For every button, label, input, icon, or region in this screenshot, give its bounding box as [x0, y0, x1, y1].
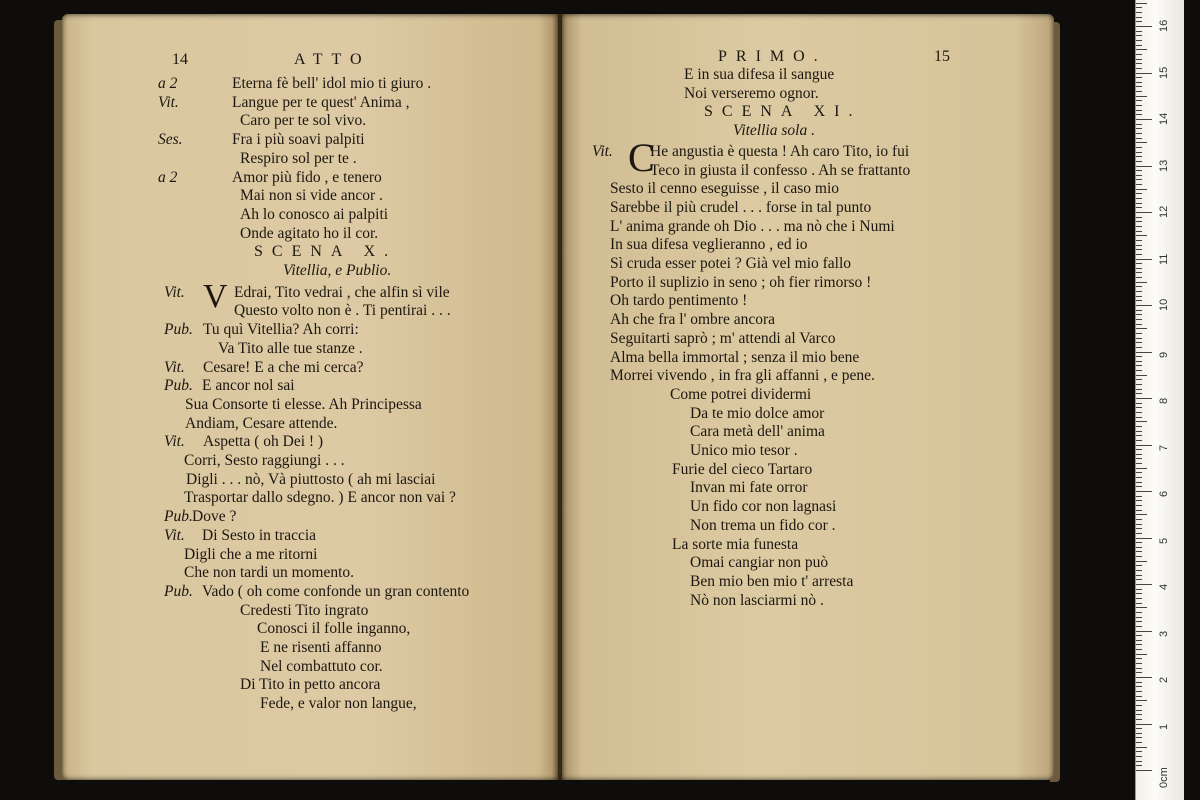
- ruler-tick: [1136, 26, 1152, 27]
- scene-subtitle: Vitellia, e Publio.: [283, 262, 392, 279]
- verse-line: Questo volto non è . Ti pentirai . . .: [234, 302, 451, 320]
- ruler-tick: [1136, 356, 1142, 357]
- ruler-number: 7: [1158, 444, 1170, 451]
- verse-line: Che non tardi un momento.: [184, 564, 355, 582]
- verse-line: Di Sesto in traccia: [202, 526, 317, 544]
- ruler-number: 11: [1158, 253, 1170, 265]
- right-page-number: 15: [934, 48, 950, 65]
- ruler-tick: [1136, 221, 1142, 222]
- ruler-tick: [1136, 96, 1147, 97]
- verse-line: Fede, e valor non langue,: [260, 695, 417, 713]
- ruler-tick: [1136, 440, 1142, 441]
- verse-line: Seguitarti saprò ; m' attendi al Varco: [610, 329, 836, 347]
- ruler-tick: [1136, 338, 1142, 339]
- verse-line: In sua difesa veglieranno , ed io: [610, 236, 808, 254]
- verse-line: Invan mi fate orror: [690, 479, 808, 497]
- ruler-tick: [1136, 305, 1152, 306]
- ruler-tick: [1136, 198, 1142, 199]
- verse-line: Caro per te sol vivo.: [240, 112, 367, 130]
- ruler-tick: [1136, 747, 1147, 748]
- ruler-tick: [1136, 714, 1142, 715]
- ruler-tick: [1136, 147, 1142, 148]
- ruler-tick: [1136, 272, 1142, 273]
- ruler-tick: [1136, 445, 1152, 446]
- ruler-tick: [1136, 603, 1142, 604]
- verse-line: Porto il suplizio in seno ; oh fier rimorso !: [610, 273, 872, 291]
- ruler-tick: [1136, 654, 1147, 655]
- ruler-tick: [1136, 510, 1142, 511]
- measuring-ruler: [1135, 0, 1184, 800]
- ruler-tick: [1136, 263, 1142, 264]
- ruler-tick: [1136, 179, 1142, 180]
- scene-heading: SCENA X.: [254, 243, 398, 261]
- verse-line: Va Tito alle tue stanze .: [218, 339, 363, 357]
- verse-line: Sua Consorte ti elesse. Ah Principessa: [185, 395, 422, 413]
- verse-line: Di Tito in petto ancora: [240, 676, 381, 694]
- ruler-tick: [1136, 463, 1142, 464]
- ruler-tick: [1136, 73, 1152, 74]
- ruler-tick: [1136, 505, 1142, 506]
- ruler-number: 13: [1158, 159, 1170, 172]
- verse-line: La sorte mia funesta: [672, 535, 799, 553]
- drop-capital: C: [628, 134, 655, 180]
- verse-line: Un fido cor non lagnasi: [690, 498, 837, 516]
- verse-line: Andiam, Cesare attende.: [185, 414, 338, 432]
- ruler-tick: [1136, 626, 1142, 627]
- ruler-tick: [1136, 496, 1142, 497]
- ruler-tick: [1136, 296, 1142, 297]
- verse-line: Morrei vivendo , in fra gli affanni , e pene.: [610, 367, 875, 385]
- ruler-tick: [1136, 7, 1142, 8]
- ruler-tick: [1136, 649, 1142, 650]
- ruler-number: 8: [1158, 397, 1170, 404]
- ruler-tick: [1136, 542, 1142, 543]
- ruler-tick: [1136, 640, 1142, 641]
- ruler-tick: [1136, 49, 1147, 50]
- ruler-tick: [1136, 617, 1142, 618]
- ruler-tick: [1136, 40, 1142, 41]
- verse-line: Vado ( oh come confonde un gran contento: [202, 582, 470, 600]
- ruler-tick: [1136, 528, 1142, 529]
- ruler-tick: [1136, 686, 1142, 687]
- left-page-number: 14: [172, 51, 188, 68]
- ruler-tick: [1136, 565, 1142, 566]
- verse-line: L' anima grande oh Dio . . . ma nò che i Numi: [610, 217, 895, 235]
- ruler-tick: [1136, 486, 1142, 487]
- ruler-tick: [1136, 282, 1147, 283]
- speaker-label: Vit.: [158, 93, 179, 111]
- verse-line: Come potrei dividermi: [670, 385, 812, 403]
- verse-line: Conosci il folle inganno,: [257, 620, 411, 638]
- verse-line: Alma bella immortal ; senza il mio bene: [610, 348, 860, 366]
- ruler-number: 4: [1158, 583, 1170, 590]
- ruler-tick: [1136, 700, 1147, 701]
- right-page: [562, 14, 1054, 780]
- ruler-tick: [1136, 291, 1142, 292]
- ruler-tick: [1136, 412, 1142, 413]
- ruler-tick: [1136, 314, 1142, 315]
- verse-line: Fra i più soavi palpiti: [232, 131, 365, 149]
- ruler-number: 9: [1158, 351, 1170, 358]
- verse-line: Mai non si vide ancor .: [240, 187, 383, 205]
- ruler-tick: [1136, 300, 1142, 301]
- speaker-label: a 2: [158, 168, 178, 186]
- ruler-tick: [1136, 63, 1142, 64]
- ruler-tick: [1136, 235, 1147, 236]
- ruler-tick: [1136, 458, 1142, 459]
- verse-line: E ancor nol sai: [202, 377, 295, 395]
- ruler-tick: [1136, 203, 1142, 204]
- verse-line: Oh tardo pentimento !: [610, 292, 748, 310]
- verse-line: Non trema un fido cor .: [690, 516, 836, 534]
- ruler-tick: [1136, 612, 1142, 613]
- speaker-label: Pub.: [164, 377, 193, 395]
- verse-line: Cara metà dell' anima: [690, 423, 825, 441]
- ruler-number: 14: [1158, 112, 1170, 125]
- ruler-tick: [1136, 105, 1142, 106]
- ruler-tick: [1136, 668, 1142, 669]
- ruler-tick: [1136, 12, 1142, 13]
- ruler-tick: [1136, 133, 1142, 134]
- ruler-tick: [1136, 719, 1142, 720]
- ruler-tick: [1136, 691, 1142, 692]
- ruler-tick: [1136, 170, 1142, 171]
- ruler-tick: [1136, 240, 1142, 241]
- ruler-number: 2: [1158, 676, 1170, 683]
- ruler-tick: [1136, 35, 1142, 36]
- ruler-tick: [1136, 384, 1142, 385]
- ruler-tick: [1136, 249, 1142, 250]
- ruler-tick: [1136, 449, 1142, 450]
- verse-line: Furie del cieco Tartaro: [672, 460, 813, 478]
- ruler-tick: [1136, 482, 1142, 483]
- ruler-tick: [1136, 556, 1142, 557]
- ruler-tick: [1136, 45, 1142, 46]
- verse-line: Tu quì Vitellia? Ah corri:: [203, 321, 359, 339]
- verse-line: Digli . . . nò, Và piuttosto ( ah mi lasciai: [186, 470, 436, 488]
- ruler-tick: [1136, 551, 1142, 552]
- verse-line: Respiro sol per te .: [240, 149, 357, 167]
- ruler-tick: [1136, 472, 1142, 473]
- ruler-tick: [1136, 193, 1142, 194]
- ruler-tick: [1136, 547, 1142, 548]
- ruler-tick: [1136, 770, 1152, 771]
- ruler-tick: [1136, 575, 1142, 576]
- ruler-tick: [1136, 184, 1142, 185]
- ruler-tick: [1136, 584, 1152, 585]
- speaker-label: Pub.: [164, 582, 193, 600]
- ruler-tick: [1136, 231, 1142, 232]
- speaker-label: Vit.: [164, 283, 185, 301]
- ruler-tick: [1136, 710, 1142, 711]
- ruler-tick: [1136, 226, 1142, 227]
- ruler-tick: [1136, 277, 1142, 278]
- ruler-tick: [1136, 365, 1142, 366]
- ruler-tick: [1136, 705, 1142, 706]
- verse-line: Digli che a me ritorni: [184, 545, 318, 563]
- left-page: [62, 14, 558, 780]
- verse-line: Langue per te quest' Anima ,: [232, 93, 410, 111]
- ruler-tick: [1136, 156, 1142, 157]
- ruler-tick: [1136, 319, 1142, 320]
- speaker-label: Vit.: [164, 526, 185, 544]
- ruler-tick: [1136, 175, 1142, 176]
- ruler-tick: [1136, 286, 1142, 287]
- ruler-tick: [1136, 477, 1142, 478]
- ruler-tick: [1136, 254, 1142, 255]
- ruler-tick: [1136, 728, 1142, 729]
- ruler-tick: [1136, 310, 1142, 311]
- ruler-unit-label: 0cm: [1158, 767, 1170, 788]
- ruler-number: 6: [1158, 490, 1170, 497]
- ruler-tick: [1136, 68, 1142, 69]
- ruler-tick: [1136, 389, 1142, 390]
- ruler-tick: [1136, 217, 1142, 218]
- verse-line: Sesto il cenno eseguisse , il caso mio: [610, 180, 840, 198]
- verse-line: Onde agitato ho il cor.: [240, 224, 379, 242]
- verse-line: Nel combattuto cor.: [260, 657, 383, 675]
- ruler-tick: [1136, 431, 1142, 432]
- ruler-tick: [1136, 454, 1142, 455]
- ruler-tick: [1136, 17, 1142, 18]
- verse-line: Dove ?: [192, 508, 237, 526]
- ruler-tick: [1136, 54, 1142, 55]
- ruler-number: 16: [1158, 19, 1170, 32]
- ruler-tick: [1136, 538, 1152, 539]
- drop-capital: V: [203, 277, 228, 315]
- verse-line: Nò non lasciarmi nò .: [690, 591, 824, 609]
- ruler-tick: [1136, 189, 1147, 190]
- ruler-number: 5: [1158, 537, 1170, 544]
- ruler-tick: [1136, 361, 1142, 362]
- ruler-tick: [1136, 324, 1142, 325]
- ruler-number: 15: [1158, 66, 1170, 79]
- verse-line: Eterna fè bell' idol mio ti giuro .: [232, 75, 432, 92]
- ruler-tick: [1136, 756, 1142, 757]
- ruler-tick: [1136, 724, 1152, 725]
- ruler-tick: [1136, 375, 1147, 376]
- speaker-label: Vit.: [164, 358, 185, 376]
- ruler-tick: [1136, 31, 1142, 32]
- ruler-tick: [1136, 607, 1147, 608]
- ruler-tick: [1136, 110, 1142, 111]
- ruler-tick: [1136, 631, 1152, 632]
- verse-line: Edrai, Tito vedrai , che alfin sì vile: [234, 283, 450, 301]
- ruler-tick: [1136, 403, 1142, 404]
- ruler-tick: [1136, 519, 1142, 520]
- ruler-number: 1: [1158, 723, 1170, 730]
- verse-line: Credesti Tito ingrato: [240, 601, 369, 619]
- ruler-tick: [1136, 491, 1152, 492]
- ruler-tick: [1136, 342, 1142, 343]
- verse-line: E ne risenti affanno: [260, 639, 382, 656]
- verse-line: Amor più fido , e tenero: [232, 168, 382, 186]
- ruler-tick: [1136, 589, 1142, 590]
- speaker-label: a 2: [158, 75, 178, 92]
- ruler-tick: [1136, 347, 1142, 348]
- verse-line: Noi verseremo ognor.: [684, 84, 819, 102]
- speaker-label: Vit.: [592, 142, 613, 160]
- ruler-tick: [1136, 3, 1147, 4]
- ruler-tick: [1136, 100, 1142, 101]
- ruler-tick: [1136, 77, 1142, 78]
- verse-line: Sarebbe il più crudel . . . forse in tal punto: [610, 198, 872, 216]
- ruler-tick: [1136, 161, 1142, 162]
- verse-line: Da te mio dolce amor: [690, 404, 825, 422]
- ruler-tick: [1136, 91, 1142, 92]
- ruler-tick: [1136, 765, 1142, 766]
- ruler-tick: [1136, 417, 1142, 418]
- ruler-tick: [1136, 268, 1142, 269]
- ruler-tick: [1136, 514, 1147, 515]
- ruler-tick: [1136, 82, 1142, 83]
- left-running-head: ATTO: [294, 51, 371, 68]
- verse-line: Aspetta ( oh Dei ! ): [203, 433, 324, 451]
- ruler-tick: [1136, 579, 1142, 580]
- ruler-tick: [1136, 138, 1142, 139]
- scene-heading: SCENA XI.: [704, 103, 862, 121]
- ruler-tick: [1136, 259, 1152, 260]
- ruler-tick: [1136, 59, 1142, 60]
- ruler-tick: [1136, 524, 1142, 525]
- ruler-tick: [1136, 212, 1152, 213]
- ruler-tick: [1136, 468, 1147, 469]
- ruler-tick: [1136, 152, 1142, 153]
- ruler-tick: [1136, 570, 1142, 571]
- ruler-tick: [1136, 598, 1142, 599]
- ruler-tick: [1136, 370, 1142, 371]
- ruler-tick: [1136, 644, 1142, 645]
- verse-line: Corri, Sesto raggiungi . . .: [184, 452, 345, 469]
- ruler-tick: [1136, 119, 1152, 120]
- verse-line: He angustia è questa ! Ah caro Tito, io fui: [650, 142, 910, 160]
- ruler-number: 12: [1158, 205, 1170, 218]
- ruler-tick: [1136, 128, 1142, 129]
- ruler-tick: [1136, 663, 1142, 664]
- ruler-tick: [1136, 207, 1142, 208]
- verse-line: Unico mio tesor .: [690, 442, 798, 459]
- ruler-tick: [1136, 114, 1142, 115]
- verse-line: E in sua difesa il sangue: [684, 66, 835, 83]
- speaker-label: Ses.: [158, 131, 183, 149]
- verse-line: Ah che fra l' ombre ancora: [610, 311, 776, 329]
- verse-line: Omai cangiar non può: [690, 554, 829, 572]
- verse-line: Ah lo conosco ai palpiti: [240, 205, 389, 223]
- ruler-tick: [1136, 352, 1152, 353]
- ruler-tick: [1136, 379, 1142, 380]
- ruler-tick: [1136, 751, 1142, 752]
- ruler-tick: [1136, 393, 1142, 394]
- speaker-label: Pub.: [164, 508, 193, 526]
- ruler-tick: [1136, 677, 1152, 678]
- verse-line: Ben mio ben mio t' arresta: [690, 572, 854, 590]
- ruler-tick: [1136, 21, 1142, 22]
- scene-subtitle: Vitellia sola .: [733, 122, 815, 140]
- ruler-tick: [1136, 742, 1142, 743]
- ruler-tick: [1136, 761, 1142, 762]
- ruler-tick: [1136, 737, 1142, 738]
- ruler-tick: [1136, 658, 1142, 659]
- ruler-tick: [1136, 621, 1142, 622]
- ruler-tick: [1136, 733, 1142, 734]
- ruler-tick: [1136, 696, 1142, 697]
- ruler-tick: [1136, 142, 1147, 143]
- ruler-tick: [1136, 328, 1147, 329]
- verse-line: Cesare! E a che mi cerca?: [203, 358, 364, 376]
- ruler-tick: [1136, 682, 1142, 683]
- ruler-tick: [1136, 561, 1147, 562]
- ruler-tick: [1136, 86, 1142, 87]
- ruler-tick: [1136, 435, 1142, 436]
- ruler-tick: [1136, 398, 1152, 399]
- right-running-head: PRIMO.: [718, 48, 827, 65]
- verse-line: Teco in giusta il confesso . Ah se frattanto: [650, 161, 911, 179]
- verse-line: Trasportar dallo sdegno. ) E ancor non vai ?: [184, 489, 456, 507]
- ruler-tick: [1136, 245, 1142, 246]
- ruler-number: 3: [1158, 630, 1170, 637]
- ruler-tick: [1136, 635, 1142, 636]
- ruler-tick: [1136, 333, 1142, 334]
- ruler-tick: [1136, 593, 1142, 594]
- ruler-tick: [1136, 500, 1142, 501]
- ruler-tick: [1136, 407, 1142, 408]
- ruler-tick: [1136, 124, 1142, 125]
- verse-line: Sì cruda esser potei ? Già vel mio fallo: [610, 255, 852, 272]
- ruler-tick: [1136, 426, 1142, 427]
- ruler-tick: [1136, 166, 1152, 167]
- ruler-tick: [1136, 533, 1142, 534]
- ruler-tick: [1136, 672, 1142, 673]
- ruler-tick: [1136, 421, 1147, 422]
- speaker-label: Pub.: [164, 321, 193, 339]
- speaker-label: Vit.: [164, 433, 185, 451]
- ruler-number: 10: [1158, 298, 1170, 311]
